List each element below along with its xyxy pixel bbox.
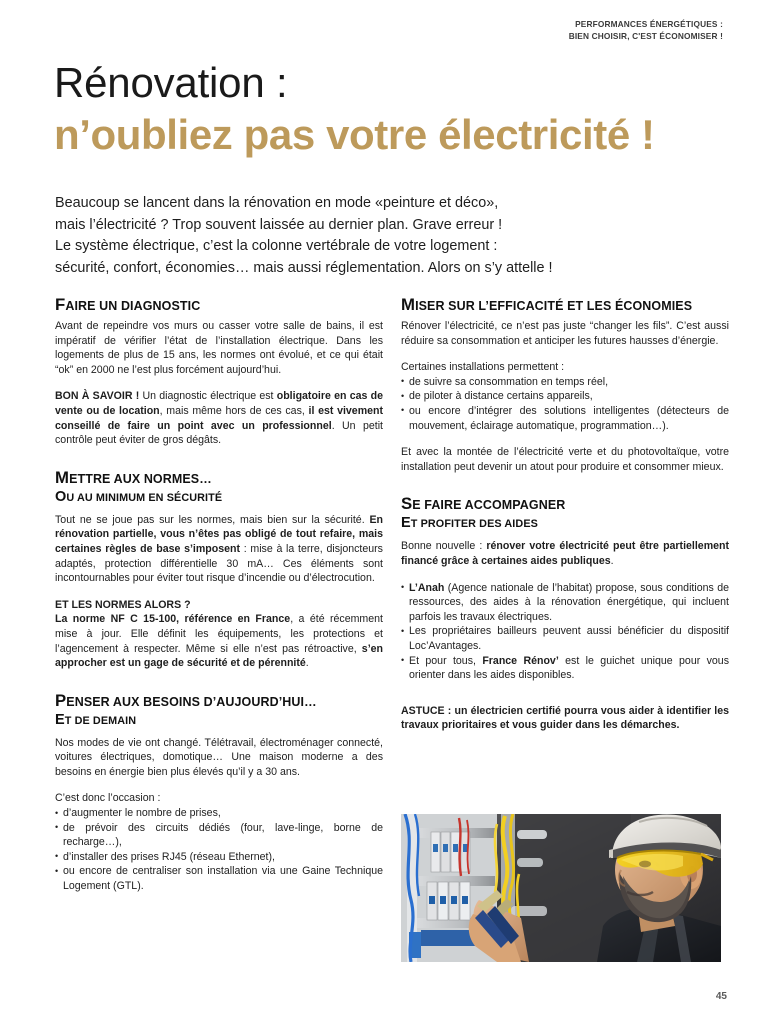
running-header [569,18,723,42]
text-b-bold: En rénovation partielle, vous n’êtes pas obligé de tout refaire, mais certaines règles de base s’imposent [55,513,383,555]
paragraph-cest-donc-loccasion: C’est donc l’occasion : [55,792,161,805]
list-item: • de suivre sa consommation en temps réel, [401,375,729,390]
paragraph-diagnostic-intro: Avant de repeindre vos murs ou casser votre salle de bains, il est impératif de vérifier l’état de l’installation électrique. Dans les logements de plus de 15 ans, les normes ont évolué, et ce qui était “ok” en 2000 ne l’est plus forcément aujourd’hui. [55,320,383,376]
item-bold: L’Anah [409,581,445,594]
paragraph-electricite-verte: Et avec la montée de l’électricité verte et du photovoltaïque, votre installation peut devenir un atout pour produire et consommer mieux. [401,446,729,473]
paragraph-modes-de-vie: Nos modes de vie ont changé. Télétravail, électroménager connecté, voitures électriques, domotique… Une maison moderne a des besoins en énergie bien plus élevés qu’il y a 30 ans. [55,736,383,778]
list-item [401,654,729,683]
tip-rest: un électricien certifié pourra vous aider à identifier les travaux prioritaires et vous guider dans les démarches. [401,704,730,732]
heading-line-2: ET DE DEMAIN [55,711,137,728]
section-heading-se-faire-accompagner [401,495,729,533]
intro-line-1: Beaucoup se lancent dans la rénovation en mode «peinture et déco», [55,195,499,211]
text-b-bold: obligatoire en cas de vente ou de location [55,390,383,417]
heading-line-1: METTRE AUX NORMES… [55,467,212,487]
text-a: Bonne nouvelle : [401,540,487,553]
text-a-bold: La norme NF C 15-100, référence en France [55,613,291,626]
left-column [55,296,383,906]
heading-line-1: SE FAIRE ACCOMPAGNER [401,494,566,514]
page-title [54,58,734,160]
item-text: (Agence nationale de l’habitat) propose, sous conditions de ressources, des aides à la rénovation énergétique, qui incluent parfois les travaux électriques. [409,581,729,623]
list-item: • de prévoir des circuits dédiés (four, lave-linge, borne de recharge…), [55,821,383,850]
spacer [55,683,383,692]
text-d: . [305,657,309,670]
list-aides [401,581,729,683]
heading-line-2: OU AU MINIMUM EN SÉCURITÉ [55,488,223,505]
intro-line-4: sécurité, confort, économies… mais aussi réglementation. Alors on s’y attelle ! [55,259,553,276]
paragraph-certaines-installations: Certaines installations permettent : [401,361,565,374]
subheading-text: ET LES NORMES ALORS ? [55,598,191,611]
page-number: 45 [715,991,727,1002]
text-a: Tout ne se joue pas sur les normes, mais bien sur la sécurité. [55,513,370,526]
heading-text: FAIRE UN DIAGNOSTIC [55,295,201,314]
list-item: • de piloter à distance certains appareils, [401,389,729,404]
title-line-1: Rénovation : [54,59,288,106]
text-c-bold: s’en approcher est un gage de sécurité et de pérennité [55,642,383,670]
section-heading-penser-aux-besoins [55,692,383,730]
paragraph-astuce [401,704,729,733]
list-item [401,624,729,653]
item-bold: France Rénov’ [482,654,559,667]
right-column [401,296,729,745]
list-item: • ou encore de centraliser son installation via une Gaine Technique Logement (GTL). [55,864,383,893]
list-item: • d’installer des prises RJ45 (réseau Ethernet), [55,850,383,865]
item-text: est le guichet unique pour vous orienter dans les aides disponibles. [409,654,729,682]
heading-line-2: ET PROFITER DES AIDES [401,515,538,532]
text-b-bold: rénover votre électricité peut être partiellement financé grâce à certaines aides publiques [401,540,730,567]
photo-illustration [401,814,721,962]
list-item [401,581,729,625]
subheading-et-les-normes-alors [55,598,383,613]
text-e: . Un petit contrôle peut éviter de gros dégâts. [55,419,383,447]
item-text: Les propriétaires bailleurs peuvent aussi bénéficier du dispositif Loc’Avantages. [409,625,729,652]
heading-text: MISER SUR L’EFFICACITÉ ET LES ÉCONOMIES [401,295,693,314]
paragraph-bon-a-savoir [55,389,383,447]
paragraph-bonne-nouvelle [401,539,729,568]
intro-paragraph [55,193,745,279]
text-a: Un diagnostic électrique est [139,390,277,403]
heading-line-1: PENSER AUX BESOINS D’AUJOURD’HUI… [55,690,317,710]
list-item: • d’augmenter le nombre de prises, [55,806,383,821]
running-header-line-2: BIEN CHOISIR, C'EST ÉCONOMISER ! [568,31,723,42]
list-occasions [55,806,383,894]
section-heading-mettre-aux-normes [55,469,383,507]
text-c: : mise à la terre, disjoncteurs adaptés, protection différentielle 30 mA… Ces éléments sont incontournables pour éviter tout risque d’incendie ou d’électrocution. [55,542,383,585]
spacer [55,460,383,469]
list-installations [401,375,729,433]
list-item: • ou encore d’intégrer des solutions intelligentes (détecteurs de mouvement, éclairage automatique, programmation…). [401,404,729,433]
intro-line-3: Le système électrique, c’est la colonne vertébrale de votre logement : [55,238,498,254]
paragraph-norme-nfc [55,612,383,670]
paragraph-securite [55,513,383,586]
intro-line-2: mais l’électricité ? Trop souvent laissée au dernier plan. Grave erreur ! [55,216,503,233]
photo-electricien [401,814,721,962]
item-pre: Et pour tous, [409,654,483,667]
text-b: , a été récemment mise à jour. Elle définit les équipements, les protections et l’agencement à respecter. Même si elle n’est pas rétroactive, [55,613,383,655]
section-heading-miser-sur-lefficacite [401,296,729,315]
running-header-line-1: PERFORMANCES ÉNERGÉTIQUES : [575,19,723,29]
paragraph-renover-electricite: Rénover l’électricité, ce n’est pas juste “changer les fils”. C’est aussi réduire sa consommation et anticiper les futures hausses d’énergie. [401,320,729,347]
tip-lead: ASTUCE : [401,704,452,717]
text-c: , mais même hors de ces cas, [159,404,309,417]
spacer [401,486,729,495]
text-d-bold: il est vivement conseillé de faire un point avec un professionnel [55,404,384,432]
section-heading-faire-un-diagnostic [55,296,383,315]
text-c: . [610,554,614,567]
lead-bon-a-savoir: BON À SAVOIR ! [55,390,140,403]
spacer [401,695,729,704]
title-line-2: n’oubliez pas votre électricité ! [54,111,655,158]
